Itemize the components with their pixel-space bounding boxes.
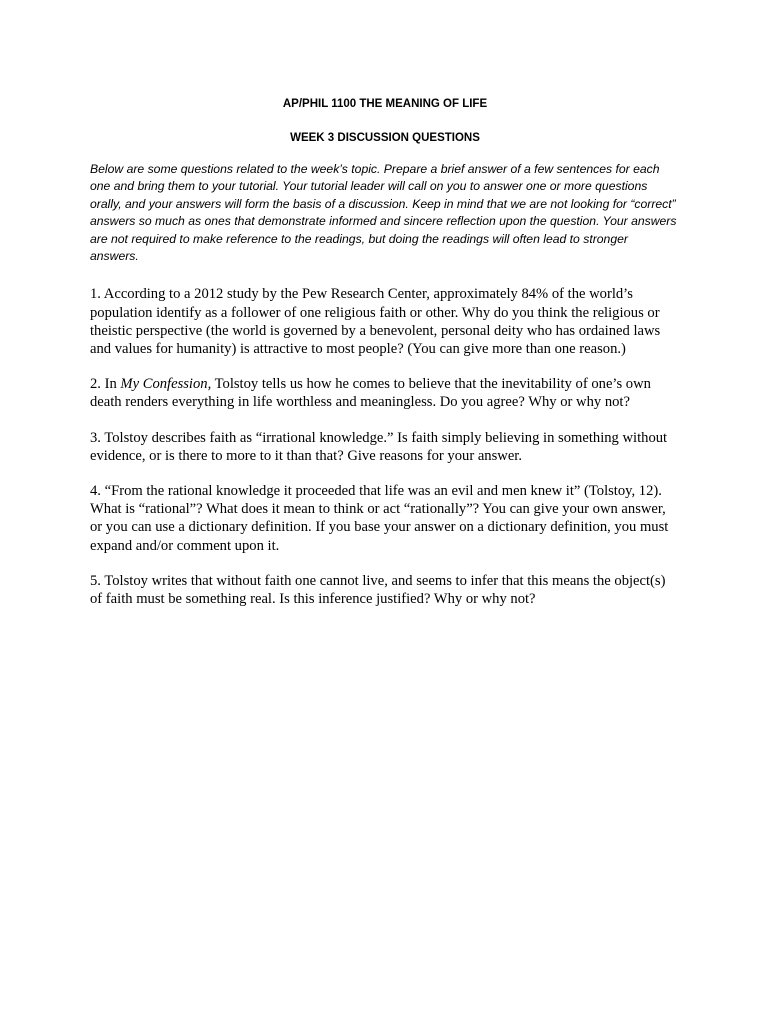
question-1 [90, 285, 680, 358]
question-5 [90, 572, 680, 608]
question-2 [90, 375, 680, 411]
question-text: According to a 2012 study by the Pew Research Center, approximately 84% of the world’s population identify as a follower of one religious faith or other. Why do you think the religious or theistic perspective (the world is governed by a benevolent, personal deity who has ordained laws and values for humanity) is attractive to most people? (You can give more than one reason.) [90, 286, 661, 358]
question-4 [90, 482, 680, 555]
question-number: 5. [90, 572, 101, 589]
question-text: Tolstoy tells us how he comes to believe that the inevitability of one’s own death renders everything in life worthless and meaningless. Do you agree? Why or why not? [90, 376, 651, 411]
question-number: 1. [90, 286, 101, 303]
question-text: Tolstoy describes faith as “irrational knowledge.” Is faith simply believing in something without evidence, or is there to more to it than that? Give reasons for your answer. [90, 429, 668, 464]
document-page [90, 92, 680, 625]
document-title: AP/PHIL 1100 THE MEANING OF LIFE [282, 98, 488, 110]
book-title: My Confession, [120, 376, 212, 393]
question-list [90, 285, 680, 608]
question-number: 4. [90, 483, 101, 500]
question-text: “From the rational knowledge it proceeded that life was an evil and men knew it” (Tolstoy, 12). What is “rational”? What does it mean to think or act “rationally”? You can give your own answer, or you can use a dictionary definition. If you base your answer on a dictionary definition, you must expand and/or comment upon it. [90, 483, 669, 554]
question-number: 2. In [90, 376, 117, 393]
document-subtitle: WEEK 3 DISCUSSION QUESTIONS [290, 132, 480, 144]
intro-paragraph: Below are some questions related to the week’s topic. Prepare a brief answer of a few sentences for each one and bring them to your tutorial. Your tutorial leader will call on you to answer one or more questions orally, and your answers will form the basis of a discussion. Keep in mind that we are not looking for “correct” answers so much as ones that demonstrate informed and sincere reflection upon the question. Your answers are not required to make reference to the readings, but doing the readings will often lead to stronger answers. [90, 162, 677, 264]
question-number: 3. [90, 429, 101, 446]
question-text: Tolstoy writes that without faith one cannot live, and seems to infer that this means the object(s) of faith must be something real. Is this inference justified? Why or why not? [90, 572, 666, 608]
question-3 [90, 429, 680, 465]
